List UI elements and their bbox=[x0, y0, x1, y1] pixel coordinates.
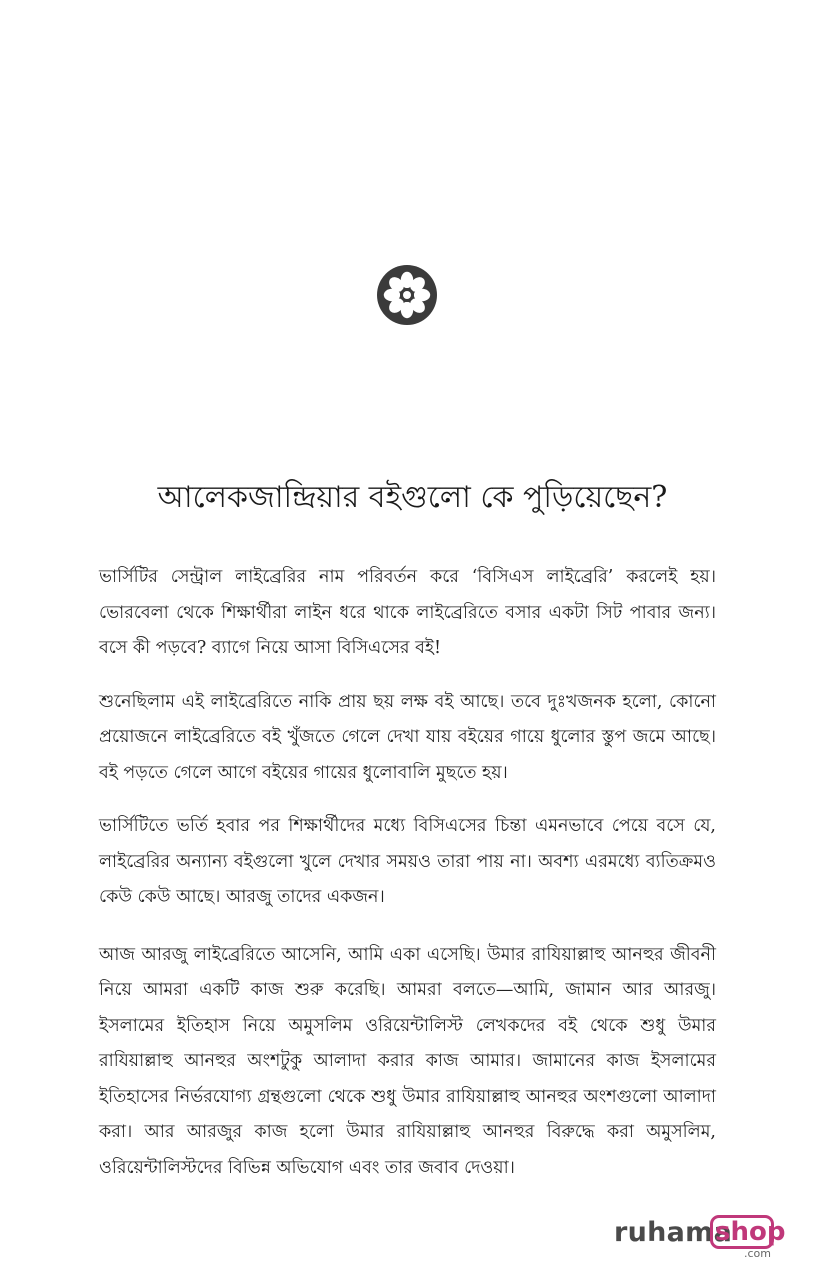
paragraph-2: শুনেছিলাম এই লাইব্রেরিতে নাকি প্রায় ছয় লক্ষ বই আছে। তবে দুঃখজনক হলো, কোনো প্রয়োজনে লাইব্রেরিতে বই খুঁজতে গেলে দেখা যায় বইয়ের গায়ে ধুলোর স্তুপ জমে আছে। বই পড়তে গেলে আগে বইয়ের গায়ের ধুলোবালি মুছতে হয়। bbox=[99, 691, 716, 783]
logo-shop: shop bbox=[715, 1217, 786, 1247]
paragraph-4: আজ আরজু লাইব্রেরিতে আসেনি, আমি একা এসেছি। উমার রাযিয়াল্লাহু আনহুর জীবনী নিয়ে আমরা একটি কাজ শুরু করেছি। আমরা বলতে—আমি, জামান আর আরজু। ইসলামের ইতিহাস নিয়ে অমুসলিম ওরিয়েন্টালিস্ট লেখকদের বই থেকে শুধু উমার রাযিয়াল্লাহু আনহুর অংশটুকু আলাদা করার কাজ আমার। জামানের কাজ ইসলামের ইতিহাসের নির্ভরযোগ্য গ্রন্থগুলো থেকে শুধু উমার রাযিয়াল্লাহু আনহুর অংশগুলো আলাদা করা। আর আরজুর কাজ হলো উমার রাযিয়াল্লাহু আনহুর বিরুদ্ধে করা অমুসলিম, ওরিয়েন্টালিস্টদের বিভিন্ন অভিযোগ এবং তার জবাব দেওয়া। bbox=[99, 944, 716, 1178]
logo-word: ruhama bbox=[614, 1217, 733, 1248]
chapter-body bbox=[99, 560, 716, 1204]
chapter-title: আলেকজান্দ্রিয়ার বইগুলো কে পুড়িয়েছেন? bbox=[157, 480, 668, 515]
flower-ornament-icon bbox=[376, 264, 438, 326]
logo-domain: .com bbox=[744, 1247, 771, 1260]
paragraph-3: ভার্সিটিতে ভর্তি হবার পর শিক্ষার্থীদের মধ্যে বিসিএসের চিন্তা এমনভাবে পেয়ে বসে যে, লাইব্রেরির অন্যান্য বইগুলো খুলে দেখার সময়ও তারা পায় না। অবশ্য এরমধ্যে ব্যতিক্রমও কেউ কেউ আছে। আরজু তাদের একজন। bbox=[99, 816, 716, 907]
ruhamashop-logo bbox=[614, 1211, 784, 1261]
paragraph-1: ভার্সিটির সেন্ট্রাল লাইব্রেরির নাম পরিবর্তন করে ‘বিসিএস লাইব্রেরি’ করলেই হয়। ভোরবেলা থেকে শিক্ষার্থীরা লাইন ধরে থাকে লাইব্রেরিতে বসার একটা সিট পাবার জন্য। বসে কী পড়বে? ব্যাগে নিয়ে আসা বিসিএসের বই! bbox=[99, 567, 716, 658]
